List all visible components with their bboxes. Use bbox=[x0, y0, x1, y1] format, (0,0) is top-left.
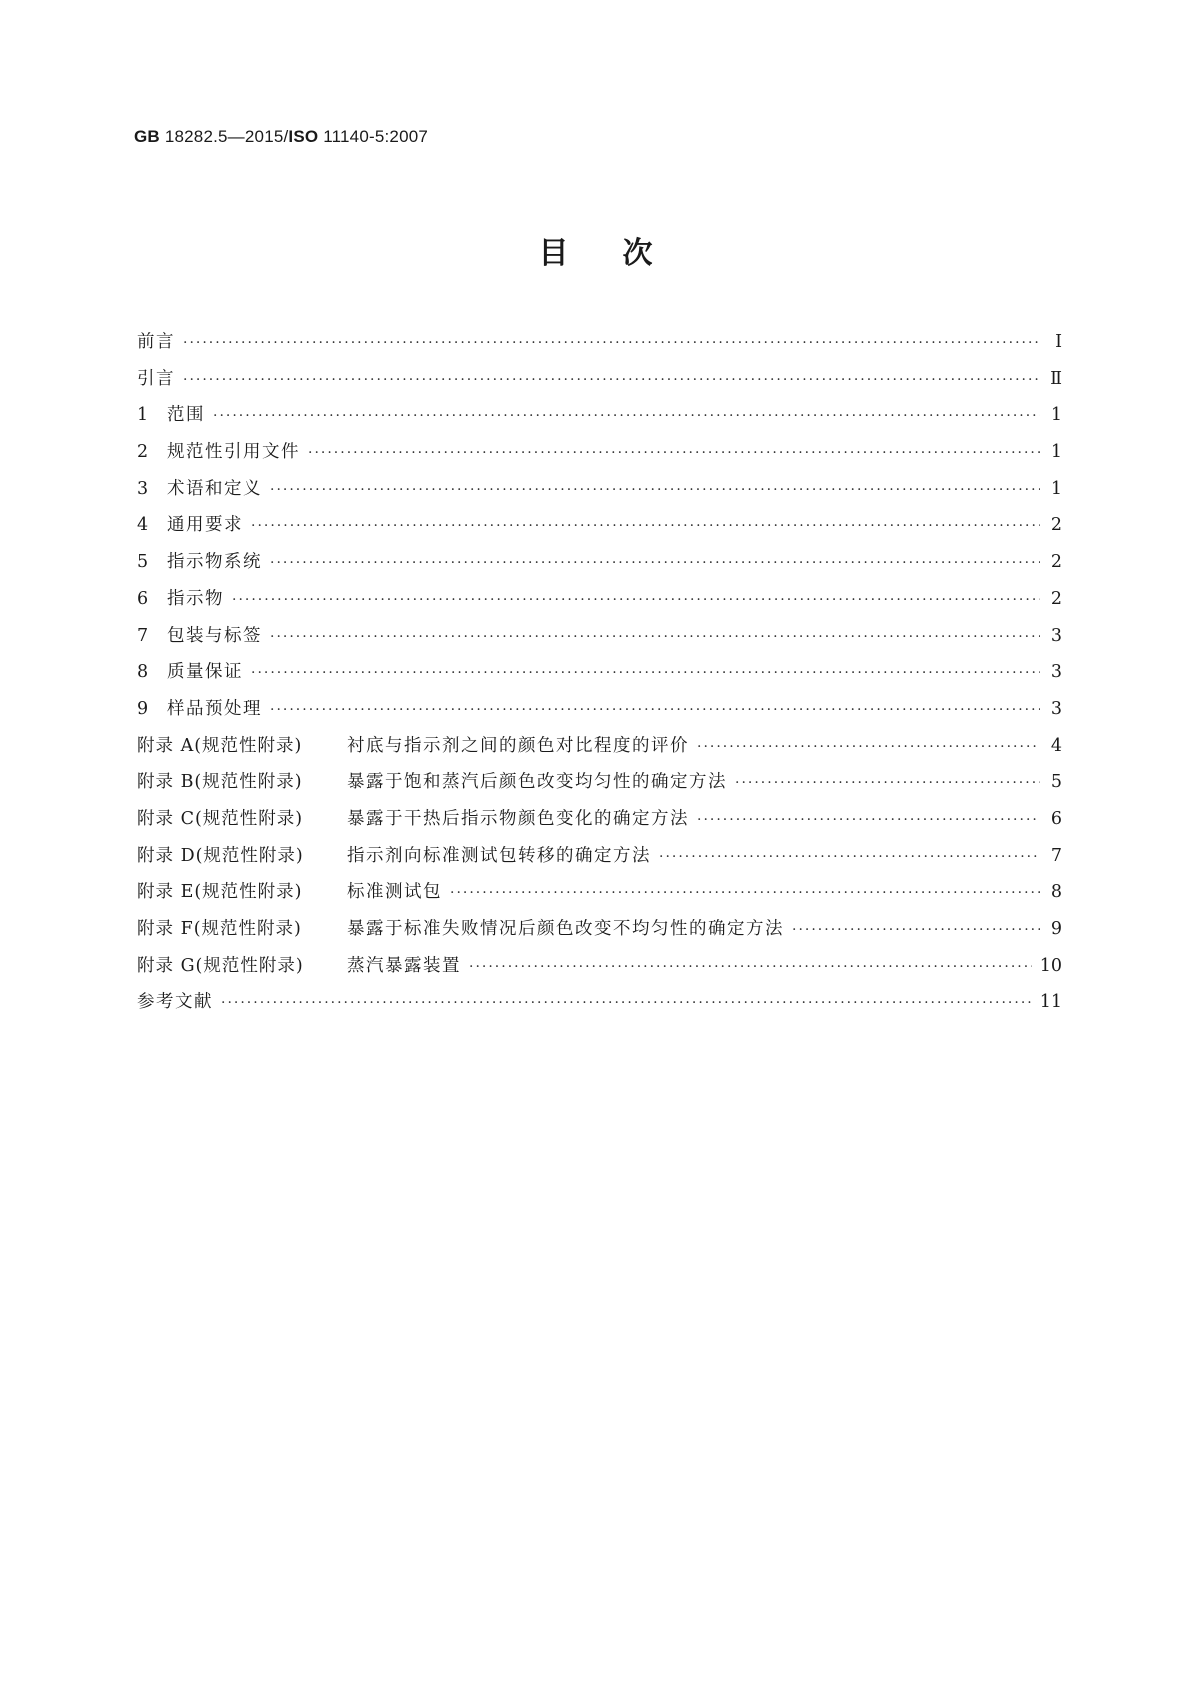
toc-leader-dots bbox=[183, 335, 1040, 351]
toc-leader-dots bbox=[213, 408, 1040, 424]
toc-leader-dots bbox=[792, 922, 1040, 938]
toc-entry-page: Ⅱ bbox=[1050, 368, 1062, 389]
toc-annex-designation: 附录 C(规范性附录) bbox=[137, 808, 304, 829]
toc-entry-page: 2 bbox=[1050, 552, 1062, 573]
toc-entry-annex-c[interactable] bbox=[137, 805, 1062, 842]
page-title: 目次 bbox=[538, 236, 707, 271]
toc-entry-number: 9 bbox=[137, 698, 149, 719]
toc-entry-page: 1 bbox=[1050, 442, 1062, 463]
toc-entry-8[interactable] bbox=[137, 658, 1062, 695]
standard-header bbox=[134, 127, 428, 147]
standard-number: 18282.5—2015/ bbox=[159, 127, 289, 146]
toc-entry-annex-a[interactable] bbox=[137, 732, 1062, 769]
toc-entry-label: 前言 bbox=[137, 332, 175, 352]
toc-entry-page: 1 bbox=[1050, 478, 1062, 499]
toc-entry-6[interactable] bbox=[137, 585, 1062, 622]
toc-leader-dots bbox=[697, 739, 1040, 755]
toc-leader-dots bbox=[308, 445, 1040, 461]
toc-entry-label: 暴露于标准失败情况后颜色改变不均匀性的确定方法 bbox=[347, 919, 784, 939]
toc-entry-page: 2 bbox=[1050, 515, 1062, 536]
toc-entry-page: 8 bbox=[1050, 882, 1062, 903]
toc-leader-dots bbox=[735, 775, 1040, 791]
toc-entry-annex-b[interactable] bbox=[137, 768, 1062, 805]
toc-entry-label: 通用要求 bbox=[167, 515, 243, 536]
toc-entry-label: 包装与标签 bbox=[167, 625, 262, 646]
toc-entry-page: 2 bbox=[1050, 588, 1062, 609]
toc-entry-page: 3 bbox=[1050, 662, 1062, 683]
toc-entry-label: 标准测试包 bbox=[347, 882, 442, 903]
standard-prefix: GB bbox=[134, 127, 160, 146]
toc-leader-dots bbox=[659, 849, 1040, 865]
toc-entry-annex-d[interactable] bbox=[137, 842, 1062, 879]
toc-entry-label: 规范性引用文件 bbox=[167, 442, 300, 463]
toc-leader-dots bbox=[232, 592, 1040, 608]
toc-entry-number: 3 bbox=[137, 478, 149, 499]
toc-leader-dots bbox=[251, 665, 1040, 681]
toc-entry-number: 2 bbox=[137, 442, 149, 463]
toc-leader-dots bbox=[270, 555, 1040, 571]
toc-annex-designation: 附录 E(规范性附录) bbox=[137, 882, 303, 903]
toc-entry-label: 指示剂向标准测试包转移的确定方法 bbox=[347, 845, 651, 866]
toc-entry-number: 6 bbox=[137, 588, 149, 609]
toc-leader-dots bbox=[697, 812, 1040, 828]
toc-entry-number: 5 bbox=[137, 552, 149, 573]
toc-entry-page: 6 bbox=[1050, 808, 1062, 829]
toc-entry-page: Ⅰ bbox=[1055, 332, 1062, 352]
toc-entry-3[interactable] bbox=[137, 475, 1062, 512]
toc-entry-label: 引言 bbox=[137, 368, 175, 389]
toc-entry-2[interactable] bbox=[137, 438, 1062, 475]
toc-entry-label: 指示物 bbox=[167, 588, 224, 609]
toc-entry-label: 术语和定义 bbox=[167, 478, 262, 499]
toc-annex-designation: 附录 D(规范性附录) bbox=[137, 845, 304, 866]
toc-entry-number: 7 bbox=[137, 625, 149, 646]
table-of-contents bbox=[137, 328, 1062, 1025]
toc-entry-annex-g[interactable] bbox=[137, 952, 1062, 989]
toc-annex-designation: 附录 F(规范性附录) bbox=[137, 919, 302, 939]
toc-entry-9[interactable] bbox=[137, 695, 1062, 732]
toc-annex-designation: 附录 B(规范性附录) bbox=[137, 772, 303, 793]
toc-leader-dots bbox=[251, 518, 1040, 534]
toc-entry-5[interactable] bbox=[137, 548, 1062, 585]
iso-number: 11140-5:2007 bbox=[318, 127, 429, 146]
toc-entry-1[interactable] bbox=[137, 401, 1062, 438]
toc-entry-label: 暴露于饱和蒸汽后颜色改变均匀性的确定方法 bbox=[347, 772, 727, 793]
toc-annex-designation: 附录 G(规范性附录) bbox=[137, 955, 304, 976]
toc-entry-label: 衬底与指示剂之间的颜色对比程度的评价 bbox=[347, 735, 689, 756]
toc-leader-dots bbox=[183, 372, 1040, 388]
toc-entry-label: 暴露于干热后指示物颜色变化的确定方法 bbox=[347, 808, 689, 829]
toc-entry-page: 9 bbox=[1050, 919, 1062, 939]
toc-entry-number: 8 bbox=[137, 662, 149, 683]
toc-entry-number: 1 bbox=[137, 405, 149, 426]
toc-entry-foreword[interactable] bbox=[137, 328, 1062, 365]
toc-entry-annex-f[interactable] bbox=[137, 915, 1062, 952]
toc-entry-label: 蒸汽暴露装置 bbox=[347, 955, 461, 976]
iso-prefix: ISO bbox=[288, 127, 319, 146]
toc-entry-annex-e[interactable] bbox=[137, 878, 1062, 915]
toc-entry-label: 范围 bbox=[167, 405, 205, 426]
toc-entry-label: 样品预处理 bbox=[167, 698, 262, 719]
toc-leader-dots bbox=[450, 885, 1040, 901]
toc-entry-page: 3 bbox=[1050, 625, 1062, 646]
toc-leader-dots bbox=[270, 629, 1040, 645]
toc-leader-dots bbox=[221, 995, 1032, 1011]
toc-entry-number: 4 bbox=[137, 515, 149, 536]
toc-entry-bibliography[interactable] bbox=[137, 988, 1062, 1025]
toc-leader-dots bbox=[270, 702, 1040, 718]
toc-entry-label: 参考文献 bbox=[137, 992, 213, 1013]
toc-leader-dots bbox=[469, 959, 1032, 975]
toc-entry-7[interactable] bbox=[137, 622, 1062, 659]
toc-entry-page: 11 bbox=[1039, 992, 1062, 1013]
toc-entry-page: 7 bbox=[1050, 845, 1062, 866]
toc-entry-label: 指示物系统 bbox=[167, 552, 262, 573]
toc-entry-page: 10 bbox=[1039, 955, 1062, 976]
toc-entry-label: 质量保证 bbox=[167, 662, 243, 683]
toc-entry-introduction[interactable] bbox=[137, 365, 1062, 402]
toc-entry-page: 4 bbox=[1050, 735, 1062, 756]
toc-entry-page: 1 bbox=[1050, 405, 1062, 426]
toc-leader-dots bbox=[270, 482, 1040, 498]
toc-entry-4[interactable] bbox=[137, 511, 1062, 548]
toc-entry-page: 3 bbox=[1050, 698, 1062, 719]
toc-annex-designation: 附录 A(规范性附录) bbox=[137, 735, 303, 756]
toc-entry-page: 5 bbox=[1050, 772, 1062, 793]
